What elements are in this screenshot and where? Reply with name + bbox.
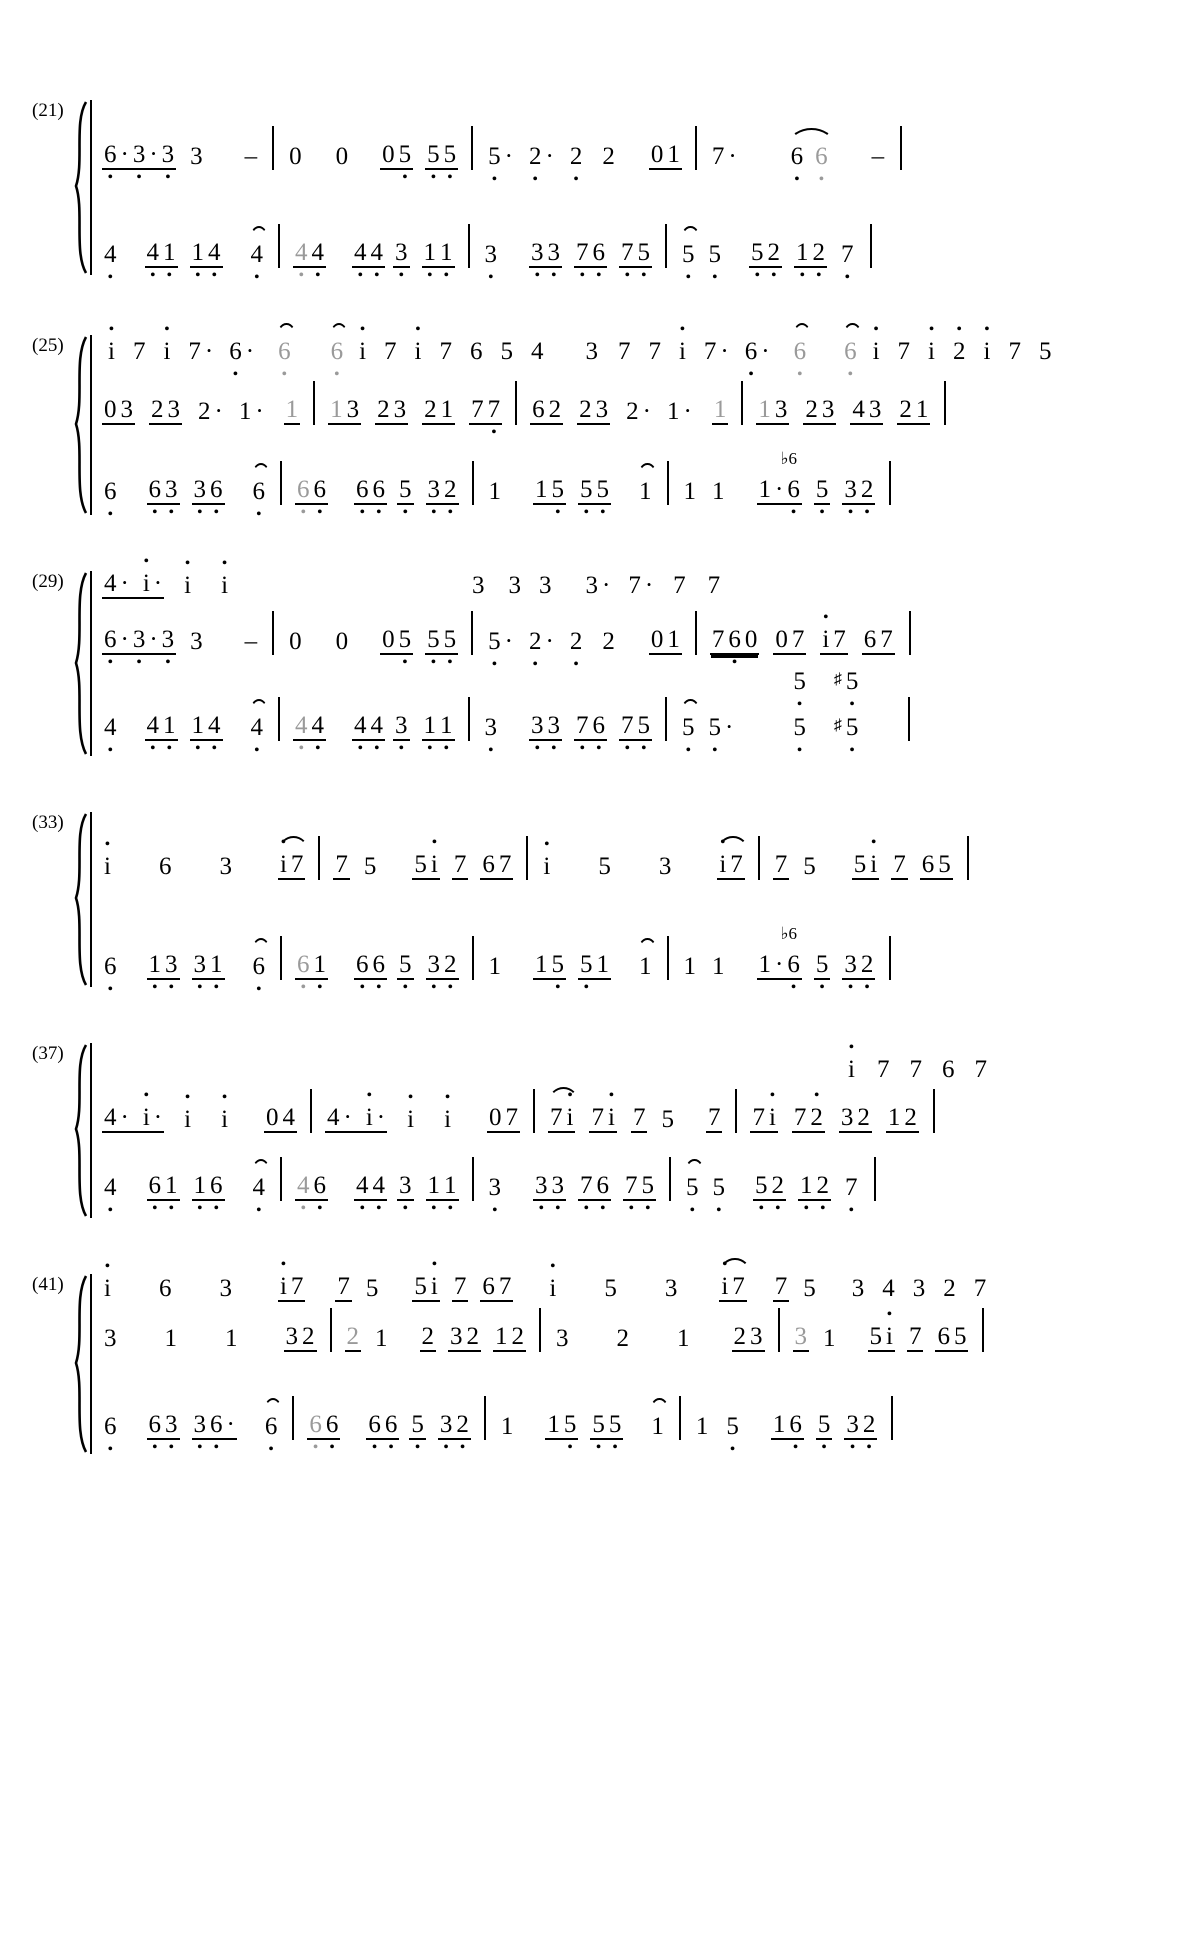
note-group: 4 • 1 •: [145, 240, 178, 268]
barline: [472, 461, 474, 505]
note-group: 7 • i: [589, 1105, 616, 1133]
barline: [741, 381, 743, 425]
tied-notes: 6 •: [276, 339, 293, 365]
barline: [468, 697, 470, 741]
note-group: 4 • 4 •: [354, 1173, 387, 1201]
note-group: 5 • 5 •: [590, 1412, 623, 1440]
tie-arc: [329, 323, 350, 339]
note-group: 7: [632, 1104, 646, 1131]
barline: [330, 1308, 332, 1352]
note-group: • i 7: [719, 1274, 746, 1302]
tie-arc: [789, 128, 834, 144]
note-group: 5 • 1: [578, 952, 611, 980]
note-group: 3 • 3 •: [529, 713, 562, 741]
upper-voice-top-41: • i 6 3 • i 7 7 5 5 • i 7 6 7 • i 5 3 • i 7 7 5 3 4 3 2 7: [102, 1274, 1110, 1304]
flat-accidental: ♭6: [780, 924, 798, 943]
note-group: 1 • 4 •: [190, 713, 223, 741]
barline-end: [870, 224, 872, 268]
note-group: 1 • 1 •: [422, 240, 455, 268]
barline: [280, 936, 282, 980]
note-group: 5 • i: [852, 852, 879, 880]
system-33: [32, 812, 1110, 987]
note-group: 4 · • i ·: [102, 571, 164, 599]
note-group: 1 • 2 •: [794, 240, 827, 268]
note-group: 1 • 1 •: [422, 713, 455, 741]
note-group: 2: [346, 1323, 359, 1350]
note-group: 1 • 4 •: [190, 240, 223, 268]
note-group: 7 • i: [750, 1105, 777, 1133]
note-group: 3 • 2 •: [842, 952, 875, 980]
lower-staff-33: 6 • 1 • 3 • 3 • 1 • 6 • 6 • 1 • 6 • 6 • 5 • 3 • 2 • 1 1 5 • 5 • 1 1 1 1 ♭6 1 · 6 • 5 • 3 • 2 •: [102, 914, 1110, 1016]
note-group: 1 3: [758, 396, 788, 423]
barline: [471, 126, 473, 170]
note-group: 4 3: [852, 396, 882, 423]
grand-staff-brace: [68, 1274, 90, 1454]
barline: [515, 381, 517, 425]
tied-notes: 1: [637, 479, 654, 505]
tie-arc: [680, 226, 701, 242]
barline: [318, 836, 320, 880]
note-group: 1 • 1 •: [426, 1173, 459, 1201]
tied-notes: 4 •: [249, 242, 266, 268]
note-group: 1: [713, 396, 727, 423]
note-group: 6 • 6 •: [366, 1412, 399, 1440]
note-group: • i 7: [278, 852, 305, 880]
grand-staff-brace: [68, 571, 90, 756]
upper-staff-37: [102, 1043, 1110, 1135]
note-group: 4 • 4 •: [293, 713, 326, 741]
note-group: 4 • 6 •: [295, 1173, 328, 1201]
tied-notes: 4 •: [249, 715, 266, 741]
upper-voice-top-37: • i 7 7 6 7: [102, 1057, 1110, 1083]
upper-voice-top-29: 4 · • i · • i • i 3 3 3 3 · 7 · 7 7: [102, 571, 1110, 601]
barline: [533, 1089, 535, 1133]
note-group: 7: [707, 1104, 721, 1131]
tied-notes: 6 •: [842, 339, 859, 365]
barline: [695, 126, 697, 170]
note-group: 0 3: [104, 396, 133, 423]
upper-staff-25: [102, 335, 1110, 435]
note-group: 7 • 2: [792, 1105, 825, 1133]
note-group: 4 • 4 •: [352, 713, 385, 741]
note-group: 7: [774, 851, 788, 878]
note-group: 4 · • i ·: [325, 1105, 387, 1133]
note-group: 5 •: [397, 952, 414, 980]
note-group: 3 • 3 •: [529, 240, 562, 268]
note-group: 2 3: [377, 396, 407, 423]
note-group: 7 • 6 •: [574, 240, 607, 268]
measure-number: (25): [32, 335, 64, 356]
note-group: 2 1: [899, 396, 929, 423]
tie-arc: [276, 323, 297, 339]
note-group: 6 • 6 •: [354, 477, 387, 505]
grand-staff-brace: [68, 1043, 90, 1218]
upper-voice-main-37: 4 · • i · • i • i 0 4 4 · • i · • i • i 0 7 7 • i 7 • i 7 5 7 7 • i 7 • 2 3 2 1 2: [102, 1083, 1110, 1133]
tie-arc: [251, 463, 272, 479]
barline-end: [909, 611, 911, 655]
lower-staff-41: 6 • 6 • 3 • 3 • 6 • · 6 • 6 • 6 • 6 • 6 • 5 • 3 • 2 • 1 1 5 • 5 • 5 • 1 1 5 • 1 6 • 5 • 3 • 2 •: [102, 1370, 1110, 1476]
note-group: • i 7: [278, 1274, 305, 1302]
note-group: 7 • 5 •: [623, 1173, 656, 1201]
barline-end: [891, 1396, 893, 1440]
note-group: 3 • 3 •: [533, 1173, 566, 1201]
flat-accidental: ♭6: [780, 449, 798, 468]
upper-voice-overlay: 5 •: [791, 669, 808, 695]
note-group: 6 • 6 •: [354, 952, 387, 980]
barline: [669, 1157, 671, 1201]
barline: [778, 1308, 780, 1352]
note-group: ♭6 1 · 6 •: [757, 952, 802, 980]
upper-staff-41: [102, 1274, 1110, 1370]
note-group: 6 2: [532, 396, 562, 423]
barline: [695, 611, 697, 655]
note-group: 2 3: [805, 396, 835, 423]
note-group: 5 •: [816, 1412, 833, 1440]
note-group: 1 5 •: [533, 477, 566, 505]
measure-number: (29): [32, 571, 64, 592]
note-group: 7 6 • 0: [710, 627, 760, 655]
note-group: 7 • 6 •: [574, 713, 607, 741]
upper-voice-overlay: ♯ 5 •: [844, 669, 861, 695]
note-group: 3 • 2 •: [844, 1412, 877, 1440]
system-41: [32, 1273, 1110, 1454]
tie-arc: [842, 323, 863, 339]
note-group: 0 5 •: [380, 142, 413, 170]
note-group: 0 7: [775, 626, 805, 653]
upper-staff-29: [102, 571, 1110, 667]
note-group: 5 • 5 •: [791, 715, 808, 741]
note-group: 2 1: [424, 396, 454, 423]
note-group: 6 • 6 •: [295, 477, 328, 505]
note-group: 2: [421, 1323, 434, 1350]
note-group: 7 • 5 •: [619, 240, 652, 268]
note-group: 5 •: [814, 952, 831, 980]
note-group: 1 6 •: [771, 1412, 804, 1440]
note-group: 6 7: [863, 626, 893, 653]
barline: [667, 461, 669, 505]
note-group: 5 •: [397, 477, 414, 505]
note-group: 5 •: [409, 1412, 426, 1440]
tied-notes: 5 •: [684, 1175, 701, 1201]
barline-end: [944, 381, 946, 425]
note-group: 0 1: [650, 141, 680, 168]
barline: [468, 224, 470, 268]
note-group: 6 • · 3 • · 3 •: [102, 627, 176, 655]
grand-staff-brace: [68, 335, 90, 515]
note-group: 4 • 4 •: [293, 240, 326, 268]
note-group: 6 7: [482, 851, 512, 878]
note-group: 5 • 2 •: [749, 240, 782, 268]
barline: [758, 836, 760, 880]
barline-end: [967, 836, 969, 880]
note-group: 3 •: [393, 240, 410, 268]
note-group: ♭6 1 · 6 •: [757, 477, 802, 505]
note-group: 3 • 6 • ·: [192, 1412, 237, 1440]
measure-number: (41): [32, 1274, 64, 1295]
tied-notes: 5 •: [680, 715, 697, 741]
note-group: 3 •: [397, 1173, 414, 1201]
barline: [472, 936, 474, 980]
upper-staff-33: • i 6 3 • i 7 7 5 5 • i 7 6 7 • i 5 3 • i 7 7 5 5 • i 7 6 5: [102, 812, 1110, 914]
barline: [665, 697, 667, 741]
note-group: 0 5 •: [380, 627, 413, 655]
tie-arc: [251, 1159, 272, 1175]
note-group: 3 • 6 •: [192, 477, 225, 505]
note-group: 3 • 2 •: [426, 477, 459, 505]
tied-notes: 5 •: [680, 242, 697, 268]
lower-staff-37: 4 • 6 • 1 • 1 • 6 • 4 • 4 • 6 • 4 • 4 • 3 • 1 • 1 • 3 • 3 • 3 • 7 • 6 • 7 • 5 • 5 • 5 • 5 • 2 • 1 • 2 • 7 •: [102, 1135, 1110, 1237]
system-25: [32, 335, 1110, 515]
lower-staff-29: 4 • 4 • 1 • 1 • 4 • 4 • 4 • 4 • 4 • 4 • 3 • 1 • 1 • 3 • 3 • 3 • 7 • 6 • 7 • 5 • 5 • 5 • · 5 • 5 • ♯ 5 • ♯ 5 •: [102, 667, 1110, 777]
note-group: 5 • i: [412, 1274, 439, 1302]
note-group: 6 5: [937, 1323, 967, 1350]
tie-arc: [249, 226, 270, 242]
barline: [280, 461, 282, 505]
note-group: 5 • i: [868, 1324, 895, 1352]
measure-number: (21): [32, 100, 64, 121]
note-group: • i 7: [717, 852, 744, 880]
note-group: 5 •: [814, 477, 831, 505]
sharp-accidental: ♯: [833, 671, 842, 688]
note-group: 3 2: [285, 1323, 315, 1350]
tie-arc: [548, 1087, 579, 1103]
barline-end: [900, 126, 902, 170]
note-group: 3: [794, 1323, 807, 1350]
tie-arc: [263, 1398, 284, 1414]
note-group: 7 • 6 •: [578, 1173, 611, 1201]
tie-arc: [649, 1398, 670, 1414]
note-group: 4 · • i ·: [102, 1105, 164, 1133]
upper-voice-top-25: • i 7 • i 7 · 6 • · 6 • 6 • • i 7 • i 7 6 5 4 3 7 7 • i 7 · 6 • · 6 • 6 • • i 7 • i • 2 • i 7 5: [102, 339, 1110, 369]
barline: [278, 697, 280, 741]
barline: [471, 611, 473, 655]
note-group: 5 • 5 •: [425, 142, 458, 170]
system-29: [32, 570, 1110, 756]
system-21: [32, 100, 1110, 275]
note-group: 1 3: [330, 396, 360, 423]
upper-staff-21: 6 • · 3 • · 3 • 3 – 0 0 0 5 • 5 • 5 • 5 • · 2 • · 2 • 2 0 1 7 · 6 • 6 • –: [102, 100, 1110, 204]
sharp-accidental: ♯: [833, 717, 842, 734]
lower-staff-25: 6 • 6 • 3 • 3 • 6 • 6 • 6 • 6 • 6 • 6 • 5 • 3 • 2 • 1 1 5 • 5 • 5 • 1 1 1 ♭6 1 · 6 • 5 • 3 • 2 •: [102, 435, 1110, 541]
system-37: [32, 1043, 1110, 1218]
note-group: 4 • 4 •: [352, 240, 385, 268]
note-group: 7 • i: [548, 1105, 575, 1133]
note-group: 7 • 5 •: [619, 713, 652, 741]
tied-notes: 4 •: [251, 1175, 268, 1201]
tied-notes: 6 •: [251, 479, 268, 505]
note-group: 6 5: [921, 851, 951, 878]
tie-arc: [680, 699, 701, 715]
note-group: 3 •: [393, 713, 410, 741]
note-group: 6 • 3 •: [147, 477, 180, 505]
note-group: 7: [337, 1273, 350, 1300]
measure-number: (37): [32, 1043, 64, 1064]
barline-end: [889, 936, 891, 980]
note-group: 6 • 1 •: [147, 1173, 180, 1201]
tied-notes: 6 •: [329, 339, 346, 365]
barline-end: [889, 461, 891, 505]
note-group: 5 • i: [412, 852, 439, 880]
tie-arc: [637, 938, 658, 954]
note-group: 6 • · 3 • · 3 •: [102, 142, 176, 170]
note-group: 1 • 2 •: [798, 1173, 831, 1201]
tied-notes: 6 • 6 •: [789, 144, 830, 170]
note-group: ♯ 5 • ♯ 5 •: [844, 715, 861, 741]
note-group: 5 • 2 •: [753, 1173, 786, 1201]
note-group: 5 • 5 •: [578, 477, 611, 505]
note-group: 3 • 2 •: [438, 1412, 471, 1440]
grand-staff-brace: [68, 812, 90, 987]
note-group: 7: [453, 851, 467, 878]
upper-voice-bottom-25: 0 3 2 3 2 · 1 · 1 1 3 2 3 2 1 7 7 • 6 2 2 3 2 · 1 · 1 1 3 2 3 4 3 2 1: [102, 369, 1110, 425]
barline: [272, 126, 274, 170]
tie-arc: [251, 938, 272, 954]
barline: [667, 936, 669, 980]
note-group: 3 2: [450, 1323, 479, 1350]
barline: [272, 611, 274, 655]
tie-arc: [684, 1159, 705, 1175]
tied-notes: 6 •: [251, 954, 268, 980]
barline: [484, 1396, 486, 1440]
barline: [292, 1396, 294, 1440]
note-group: 1 5 •: [533, 952, 566, 980]
barline: [526, 836, 528, 880]
note-group: 1 2: [887, 1104, 917, 1131]
note-group: 7: [335, 851, 348, 878]
note-group: 6 • 6 •: [307, 1412, 340, 1440]
note-group: • i 7: [820, 627, 847, 655]
note-group: 6 • 1 •: [295, 952, 328, 980]
note-group: 6 • 3 •: [147, 1412, 180, 1440]
measure-number: (33): [32, 812, 64, 833]
barline: [313, 381, 315, 425]
note-group: 7: [893, 851, 906, 878]
note-group: 5 • 5 •: [425, 627, 458, 655]
note-group: 7: [774, 1273, 788, 1300]
barline: [735, 1089, 737, 1133]
tie-arc: [249, 699, 270, 715]
note-group: 1 • 3 •: [147, 952, 180, 980]
note-group: 2 3: [151, 396, 180, 423]
barline-end: [933, 1089, 935, 1133]
note-group: 3 • 1 •: [192, 952, 225, 980]
barline: [472, 1157, 474, 1201]
note-group: 7 7 •: [469, 397, 502, 425]
upper-voice-bottom-41: 3 1 1 3 2 2 1 2 3 2 1 2 3 2 1 2 3 3 1 5 • i 7 6 5: [102, 1304, 1110, 1352]
upper-voice-main-29: 6 • · 3 • · 3 • 3 – 0 0 0 5 • 5 • 5 • 5 • · 2 • · 2 • 2 0 1 7 6 • 0 0 7 • i 7 6 7: [102, 601, 1110, 655]
note-group: 0 7: [489, 1104, 519, 1131]
barline-end: [874, 1157, 876, 1201]
tied-notes: 6 •: [792, 339, 809, 365]
barline-end: [908, 697, 910, 741]
note-group: 1 5 •: [545, 1412, 578, 1440]
sheet-music-page: [0, 100, 1200, 1957]
note-group: 6 7: [482, 1273, 512, 1300]
tie-arc: [792, 323, 813, 339]
note-group: 1 2: [495, 1323, 524, 1350]
note-group: 7: [908, 1323, 922, 1350]
tied-notes: 6 •: [263, 1414, 280, 1440]
note-group: 1 • 6 •: [192, 1173, 225, 1201]
barline: [539, 1308, 541, 1352]
note-group: 4 • 1 •: [145, 713, 178, 741]
note-group: 2 3: [579, 396, 609, 423]
barline: [679, 1396, 681, 1440]
tied-notes: 1: [649, 1414, 666, 1440]
barline: [665, 224, 667, 268]
barline: [280, 1157, 282, 1201]
lower-staff-21: 4 • 4 • 1 • 1 • 4 • 4 • 4 • 4 • 4 • 4 • 3 • 1 • 1 • 3 • 3 • 3 • 7 • 6 • 7 • 5 • 5 • 5 • 5 • 2 • 1 • 2 • 7 •: [102, 204, 1110, 304]
note-group: 7: [453, 1273, 467, 1300]
tie-arc: [637, 463, 658, 479]
barline: [278, 224, 280, 268]
note-group: 0 1: [650, 626, 680, 653]
note-group: 3 • 2 •: [426, 952, 459, 980]
tied-notes: 1: [637, 954, 654, 980]
note-group: 2 3: [733, 1323, 763, 1350]
note-group: 3 2: [840, 1104, 870, 1131]
barline: [310, 1089, 312, 1133]
grand-staff-brace: [68, 100, 90, 275]
note-group: 3 • 2 •: [842, 477, 875, 505]
note-group: 0 4: [266, 1104, 296, 1131]
barline-end: [982, 1308, 984, 1352]
note-group: 1: [285, 396, 299, 423]
